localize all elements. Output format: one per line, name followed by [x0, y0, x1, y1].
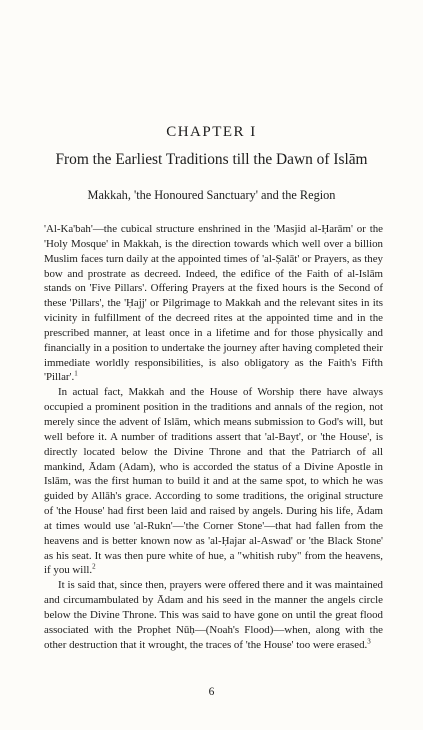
- body-text: [44, 222, 383, 652]
- paragraph: [44, 385, 383, 578]
- page-number: 6: [208, 686, 215, 698]
- paragraph-text: 'Al-Ka'bah'—the cubical structure enshrined in the 'Masjid al-Ḥarām' or the 'Holy Mosque' in Makkah, is the direction towards which well over a billion Muslim faces turn daily at the appointed times of 'al-Ṣalāt' or Prayers, as they bow and prostrate as decreed. Indeed, the edifice of the Faith of al-Islām stands on 'Five Pillars'. Offering Prayers at the fixed hours is the Second of these 'Pillars', the 'Ḥajj' or Pilgrimage to Makkah and the relevant sites in its vicinity in fulfillment of the decreed rites at the appointed time and in the prescribed manner, at least once in a lifetime and for those physically and financially in a position to undertake the journey after having completed their immediate worldly responsibilities, is also obligatory as the Faith's Fifth 'Pillar'.: [44, 223, 383, 384]
- section-title: Makkah, 'the Honoured Sanctuary' and the Region: [87, 188, 336, 202]
- paragraph-text: In actual fact, Makkah and the House of Worship there have always occupied a prominent position in the traditions and annals of the region, not merely since the advent of Islām, which means submission to God's will, but well before it. A number of traditions assert that 'al-Bayt', or 'the House', is directly located below the Divine Throne and that the Patriarch of all mankind, Ādam (Adam), who is accorded the status of a Divine Apostle in Islām, was the first human to build it and at the same spot, to which he was guided by Allāh's grace. According to some traditions, the original structure of 'the House' had first been laid and raised by angels. During his life, Ādam at times would use 'al-Rukn'—'the Corner Stone'—that had fallen from the heavens and is better known now as 'al-Ḥajar al-Aswad' or 'the Black Stone' as his seat. It was then pure white of hue, a "whitish ruby" from the heavens, if you will.: [44, 386, 383, 577]
- paragraph: [44, 578, 383, 652]
- chapter-label: CHAPTER I: [166, 124, 257, 140]
- footnote-marker: 1: [74, 369, 78, 378]
- footnote-marker: 2: [92, 562, 96, 571]
- paragraph-text: It is said that, since then, prayers were offered there and it was maintained and circumambulated by Ādam and his seed in the manner the angels circle below the Divine Throne. This was said to have gone on until the great flood associated with the Prophet Nūḥ—(Noah's Flood)—when, along with the other destruction that it wrought, the traces of 'the House' too were erased.: [44, 579, 383, 651]
- footnote-marker: 3: [367, 637, 371, 645]
- chapter-title: From the Earliest Traditions till the Dawn of Islām: [55, 151, 368, 168]
- paragraph: [44, 222, 383, 385]
